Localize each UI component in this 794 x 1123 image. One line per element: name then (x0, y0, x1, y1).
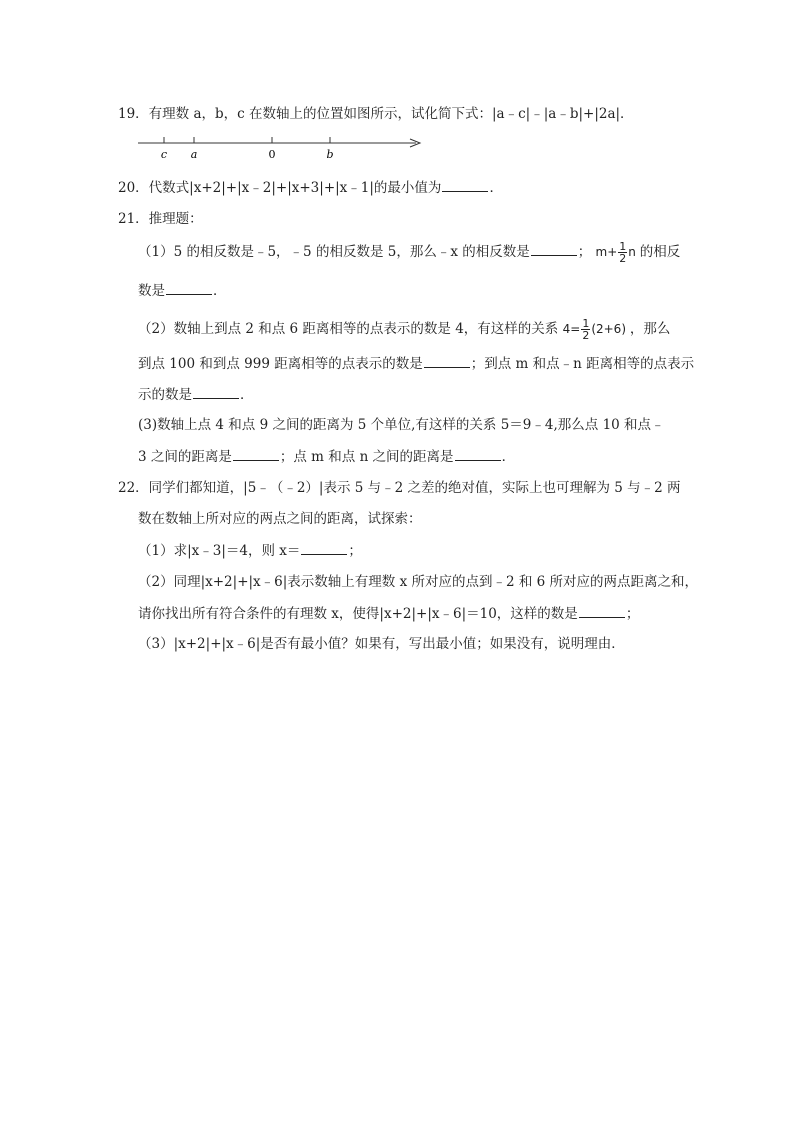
q21-part2-line1: （2）数轴上到点 2 和点 6 距离相等的点表示的数是 4，有这样的关系 4= $\frac{1}{2}$ (2+6) ，那么 (138, 317, 671, 342)
q22-line1: 22．同学们都知道，|5﹣（﹣2）|表示 5 与﹣2 之差的绝对值，实际上也可理解为 5 与﹣2 两 (118, 480, 681, 496)
q21-p1-blank1[interactable] (531, 241, 577, 256)
q22-part2-line1: （2）同理|x+2|+|x﹣6|表示数轴上有理数 x 所对应的点到﹣2 和 6 所对应的两点距离之和， (138, 574, 699, 590)
q21-p2-blank2[interactable] (193, 384, 239, 399)
q20-text: 20．代数式|x+2|+|x﹣2|+|x+3|+|x﹣1|的最小值为 (118, 180, 442, 196)
q21-p2-equation: 4= $\frac{1}{2}$ (2+6) (562, 317, 626, 342)
q21-p3-blank1[interactable] (233, 446, 279, 461)
q22-part1: （1）求|x﹣3|＝4，则 x＝ ； (138, 540, 362, 561)
q22-p2-blank[interactable] (579, 603, 625, 618)
q19-number-line (138, 132, 438, 168)
q20-period: ． (489, 180, 503, 196)
label-c: c (160, 148, 168, 161)
q20-question (118, 177, 503, 198)
q21-part1-line1: （1）5 的相反数是﹣5，﹣5 的相反数是 5，那么﹣x 的相反数是 ； m+ $\frac{1}{2}$ n 的相反 (138, 240, 681, 265)
q21-part3-line1: (3)数轴上点 4 和点 9 之间的距离为 5 个单位,有这样的关系 5＝9﹣4,那么点 10 和点﹣ (138, 417, 665, 433)
q21-title: 21．推理题： (118, 211, 203, 227)
label-b: b (326, 148, 334, 161)
label-zero: 0 (268, 148, 276, 161)
number-line-svg (138, 132, 438, 168)
q21-p2-blank1[interactable] (424, 353, 470, 368)
label-a: a (190, 148, 198, 161)
q22-line2: 数在数轴上所对应的两点之间的距离，试探索： (138, 511, 422, 527)
q21-part2-line3: 示的数是 ． (138, 384, 254, 405)
q19-text: 19．有理数 a，b，c 在数轴上的位置如图所示，试化简下式：|a﹣c|﹣|a﹣b|+|2a|． (118, 106, 634, 122)
q21-part1-line2: 数是 ． (138, 280, 227, 301)
q21-p1-expression: m+ $\frac{1}{2}$ n (595, 240, 636, 265)
q21-p3-blank2[interactable] (455, 446, 501, 461)
q22-part2-line2: 请你找出所有符合条件的有理数 x，使得|x+2|+|x﹣6|＝10，这样的数是 ； (138, 603, 639, 624)
q21-part2-line2: 到点 100 和到点 999 距离相等的点表示的数是 ；到点 m 和点﹣n 距离相等的点表示 (138, 353, 694, 374)
q21-part3-line2: 3 之间的距离是 ；点 m 和点 n 之间的距离是 ． (138, 446, 515, 467)
q20-answer-blank[interactable] (442, 177, 488, 192)
q21-p1-blank2[interactable] (166, 280, 212, 295)
q22-p1-blank[interactable] (301, 540, 347, 555)
q22-part3: （3）|x+2|+|x﹣6|是否有最小值？如果有，写出最小值；如果没有，说明理由． (138, 636, 625, 652)
